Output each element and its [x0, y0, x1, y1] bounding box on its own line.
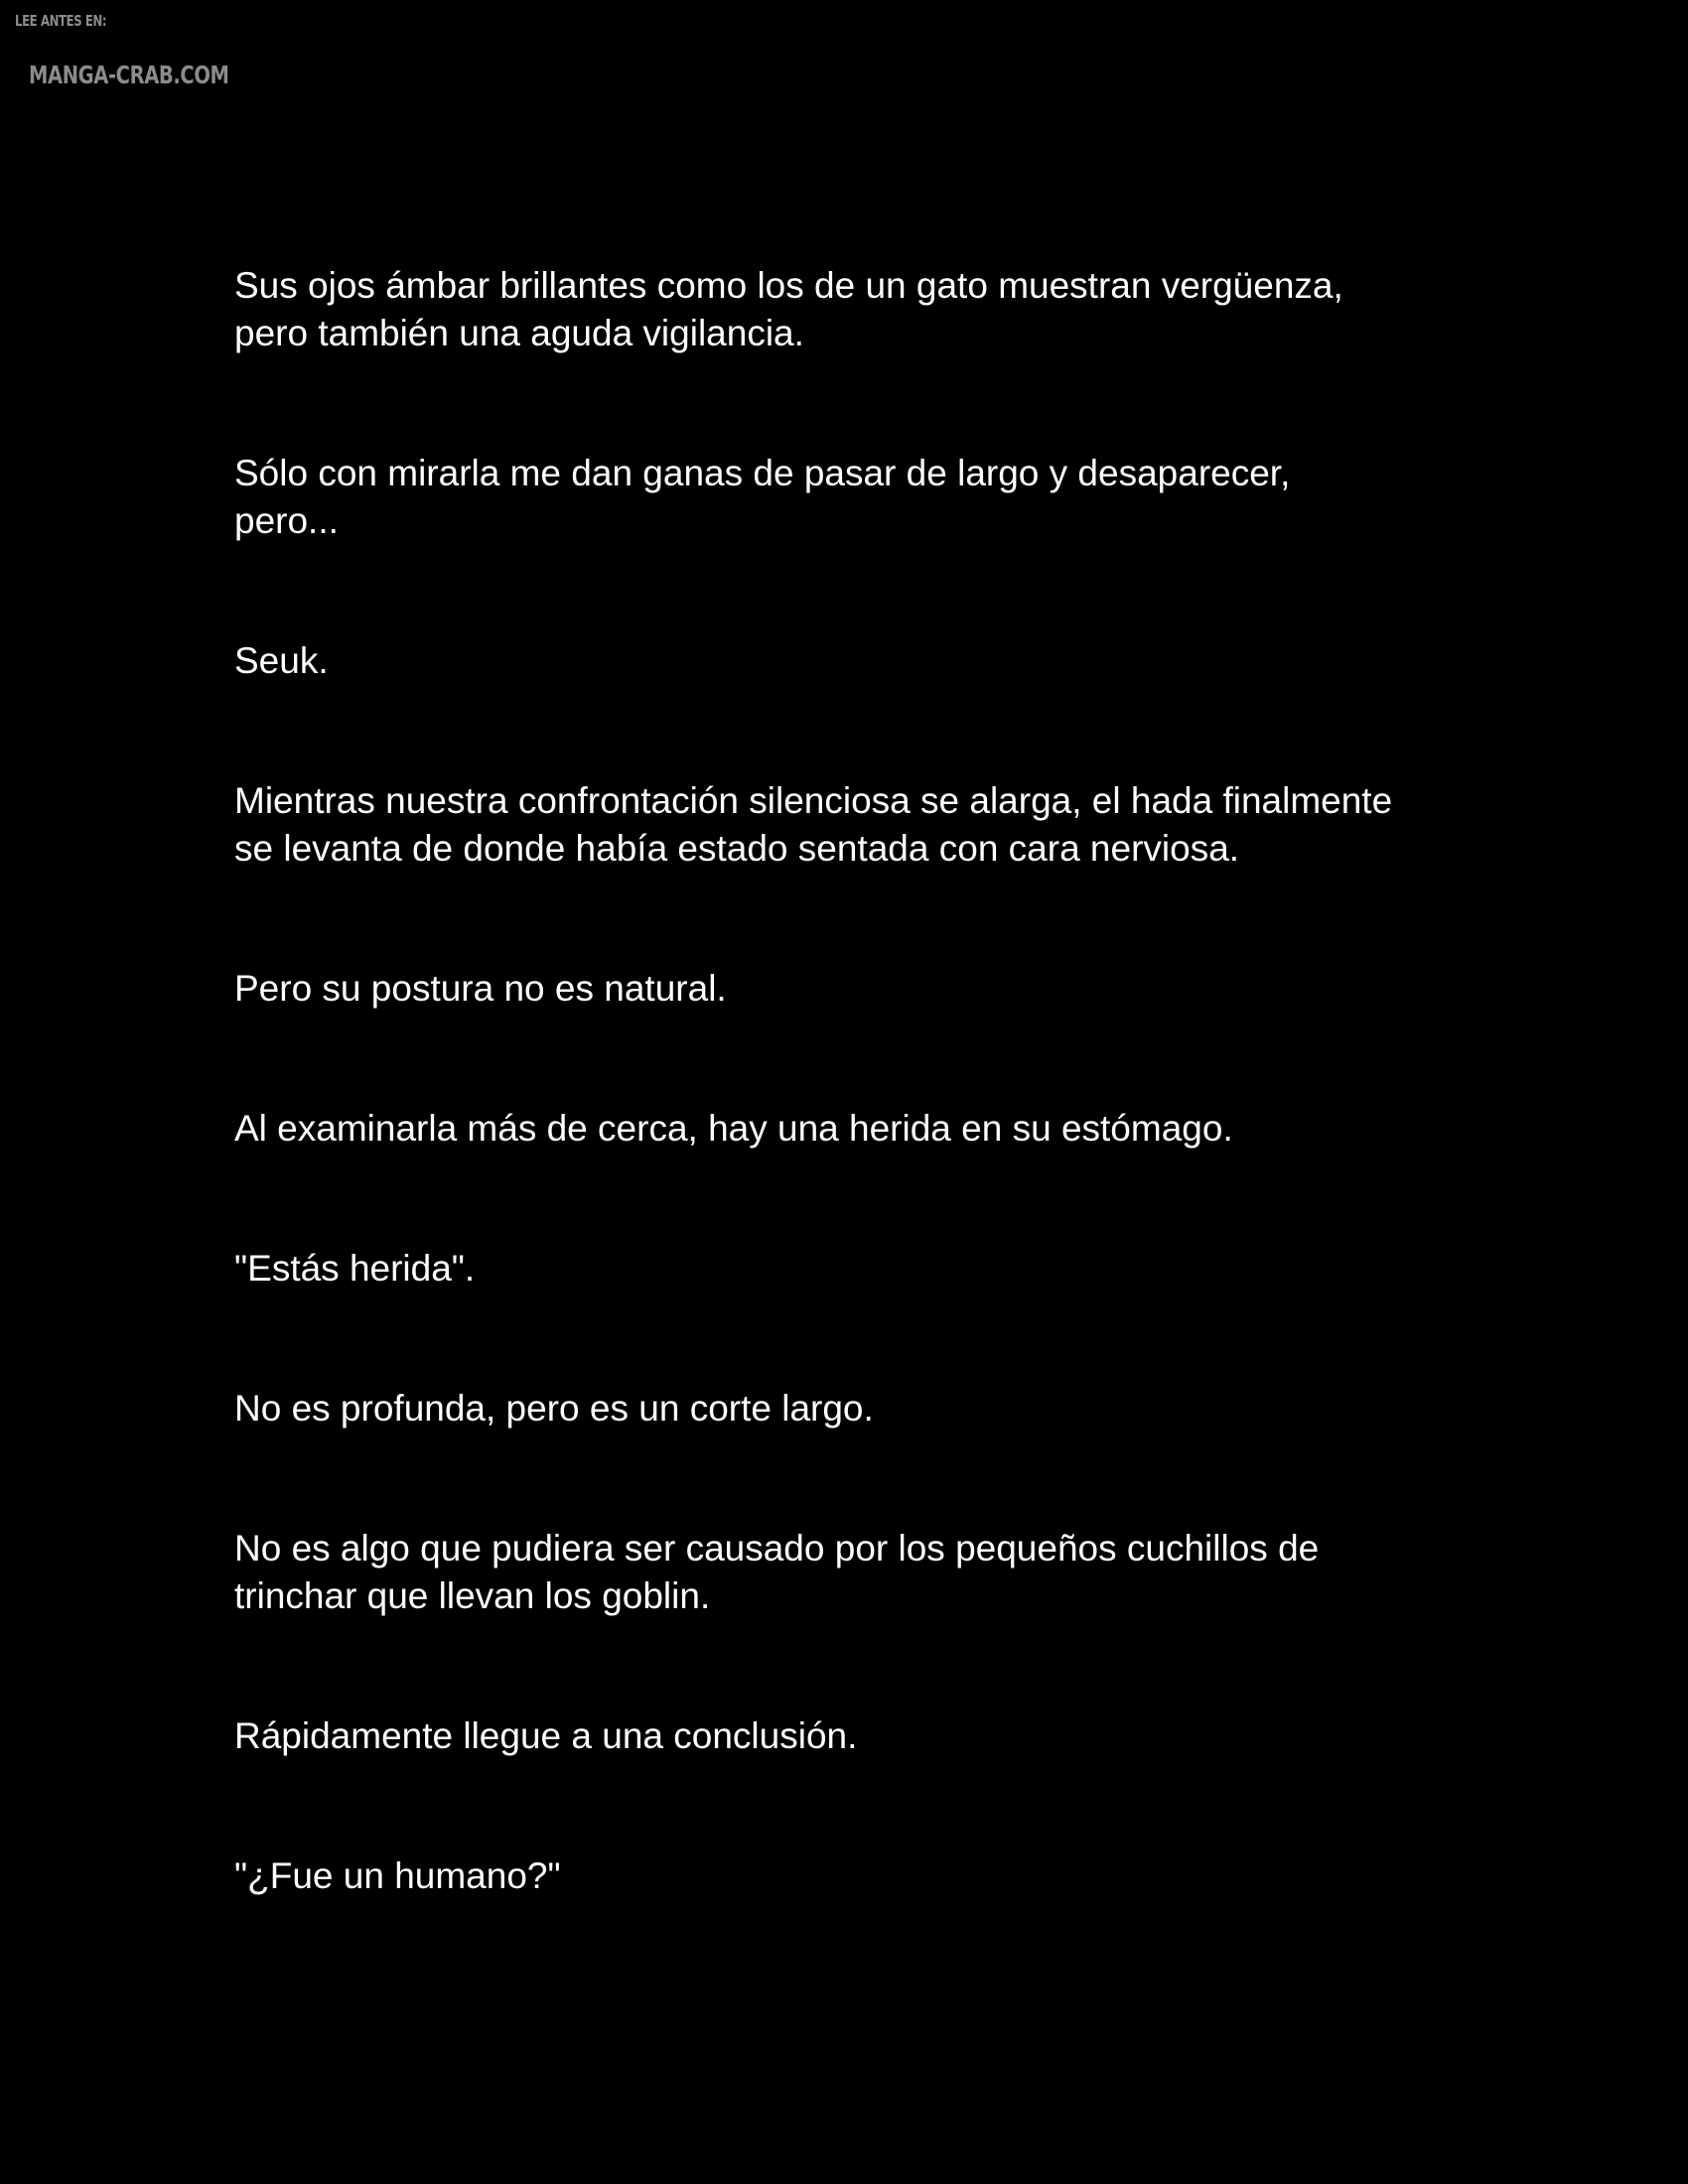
paragraph: "¿Fue un humano?" [234, 1855, 561, 1896]
paragraph: Seuk. [234, 640, 329, 681]
paragraph: Rápidamente llegue a una conclusión. [234, 1715, 858, 1756]
watermark-site-name: MANGA-CRAB.COM [29, 61, 229, 89]
paragraph: Pero su postura no es natural. [234, 968, 727, 1009]
paragraph: Sólo con mirarla me dan ganas de pasar de largo y desaparecer, pero... [234, 453, 1291, 541]
watermark-read-first-label: LEE ANTES EN: [15, 12, 107, 30]
paragraph: Mientras nuestra confrontación silenciosa se alarga, el hada finalmente se levanta de donde había estado sentada con cara nerviosa. [234, 780, 1393, 869]
paragraph: Sus ojos ámbar brillantes como los de un gato muestran vergüenza, pero también una aguda vigilancia. [234, 265, 1343, 353]
paragraph: "Estás herida". [234, 1248, 476, 1289]
text-body [234, 262, 1515, 1992]
watermark [15, 14, 285, 87]
paragraph: No es algo que pudiera ser causado por los pequeños cuchillos de trinchar que llevan los goblin. [234, 1528, 1320, 1616]
paragraph: Al examinarla más de cerca, hay una herida en su estómago. [234, 1108, 1233, 1149]
paragraph: No es profunda, pero es un corte largo. [234, 1388, 874, 1429]
